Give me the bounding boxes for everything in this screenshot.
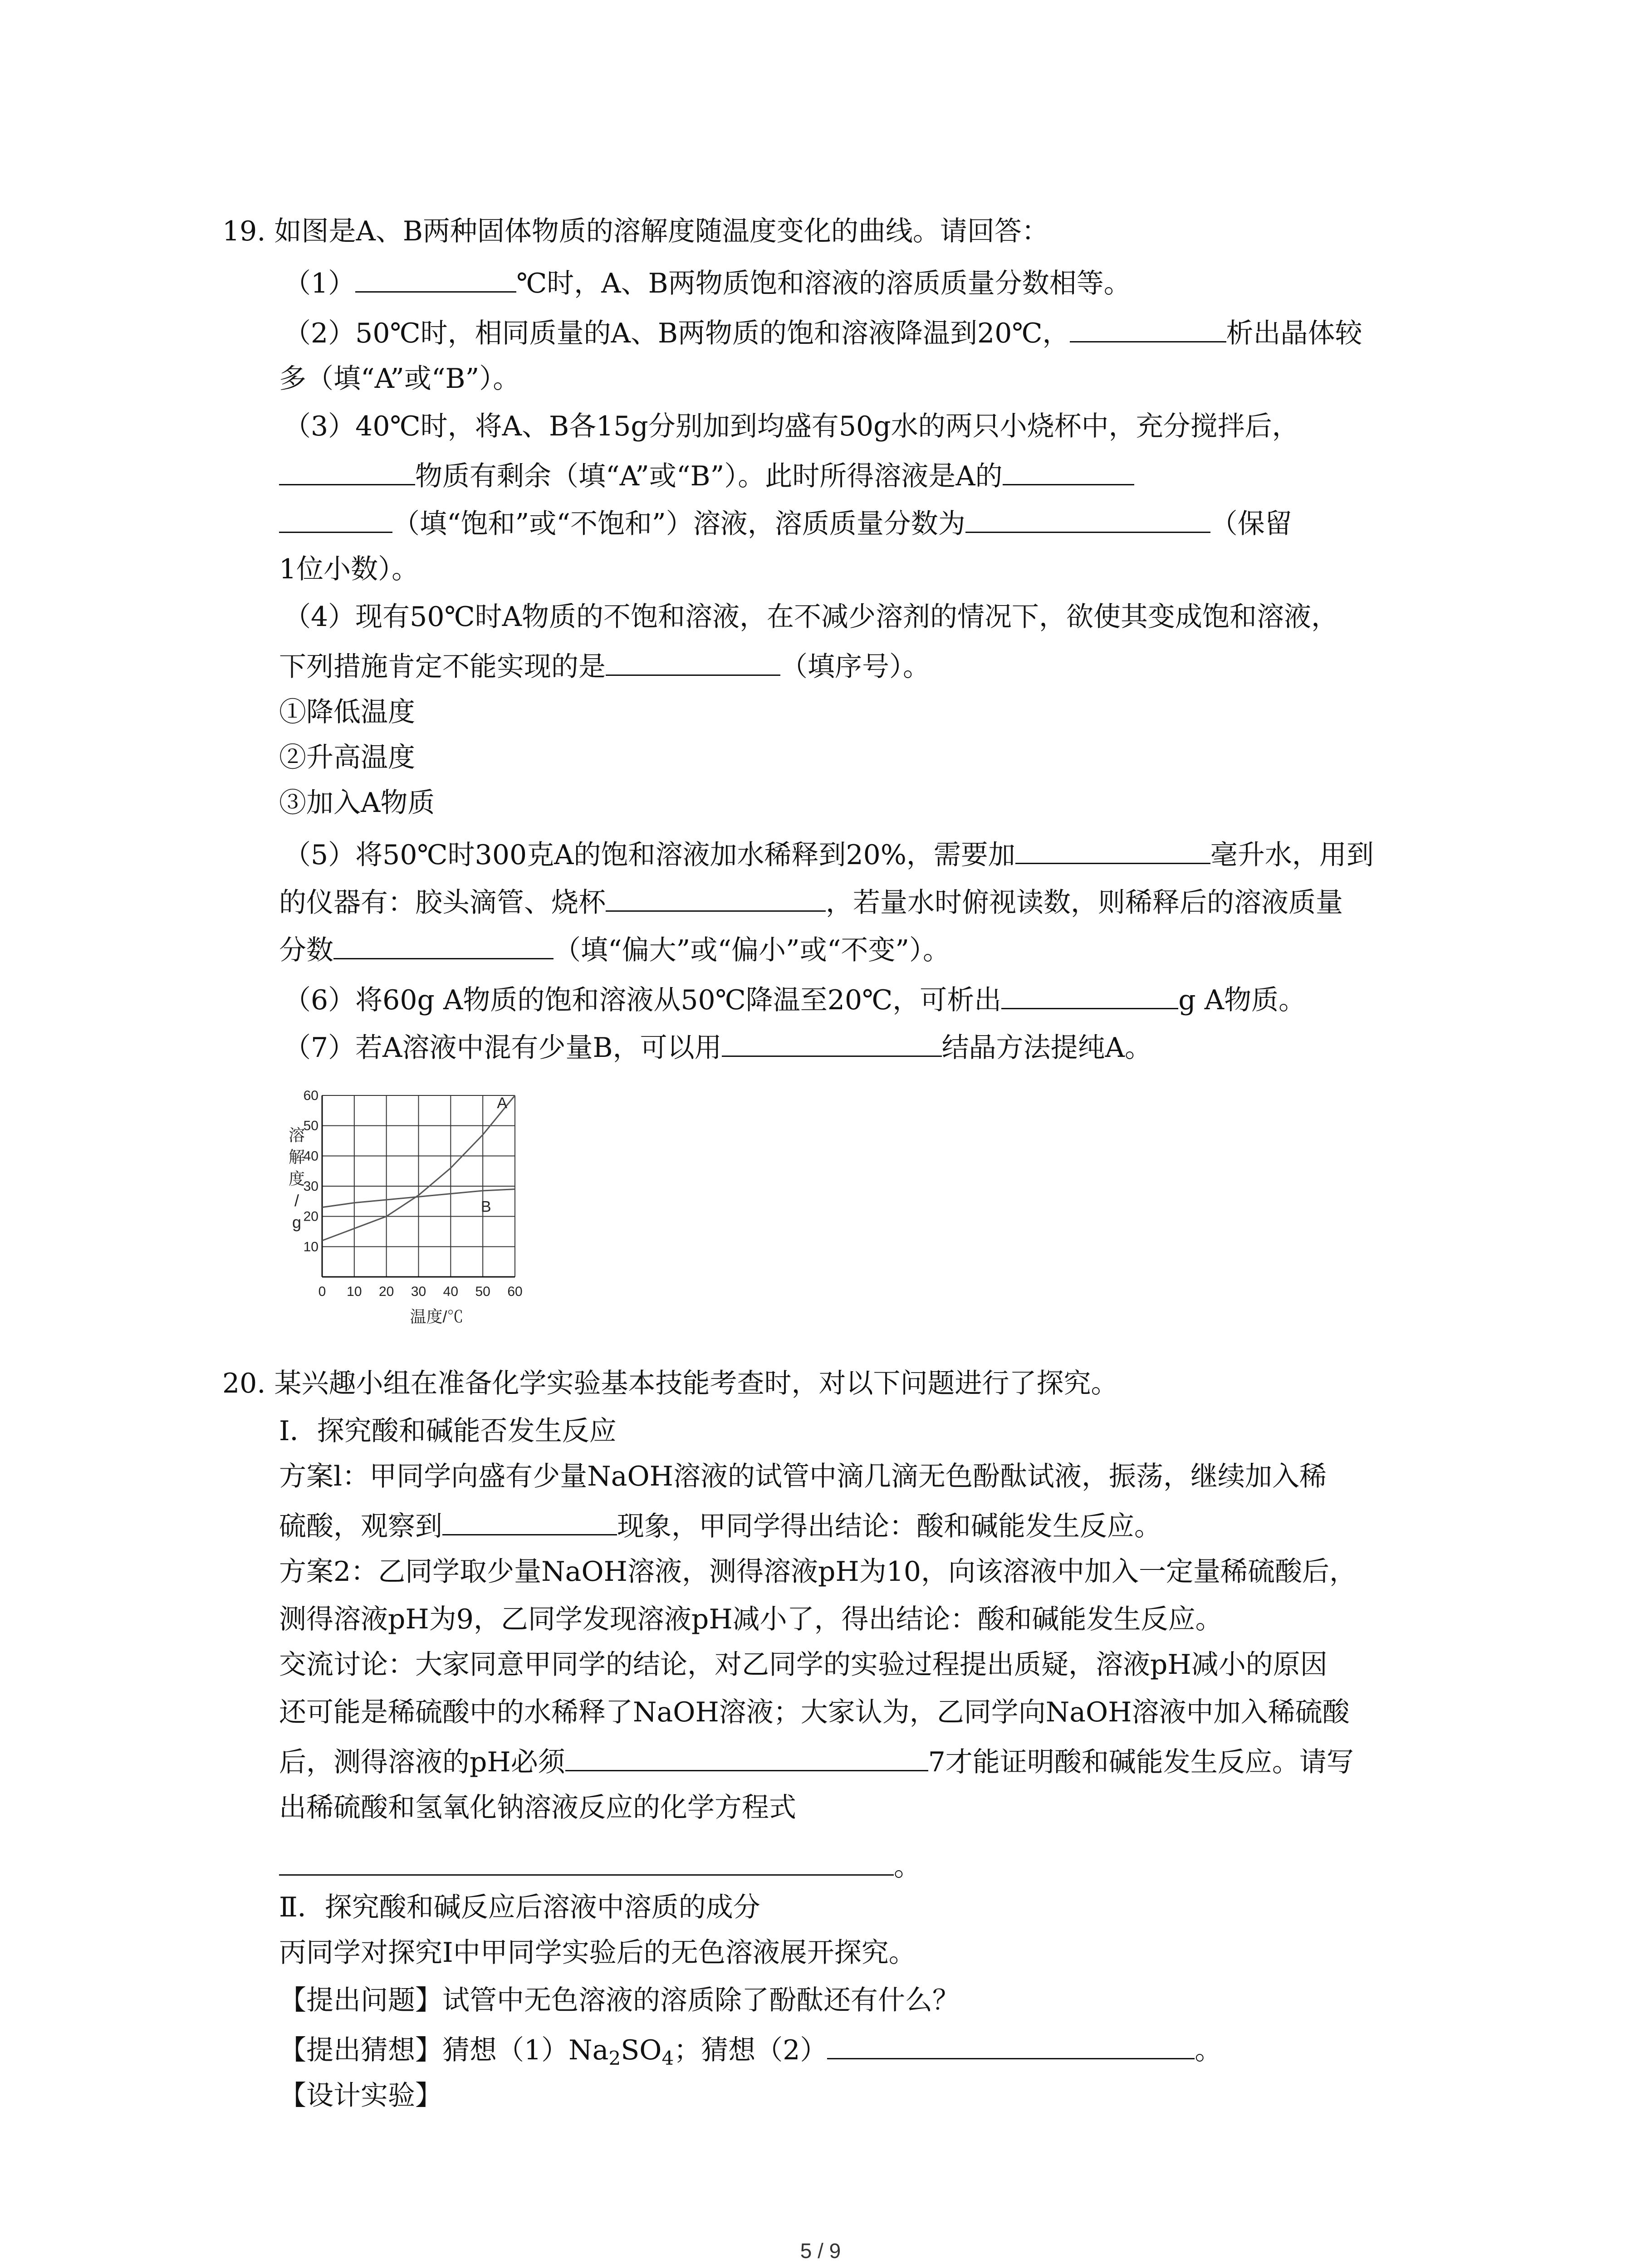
q19-part5 <box>284 835 1374 873</box>
q19-part3-line3 <box>279 503 1292 542</box>
q19-part5-text2: 的仪器有：胶头滴管、烧杯 <box>279 887 606 919</box>
y-axis-label-char: 溶 <box>288 1126 305 1144</box>
q19-part5-tail: 毫升水，用到 <box>1210 839 1374 871</box>
q20-blank-1[interactable] <box>442 1506 617 1535</box>
q19-part4: （4）现有50℃时A物质的不饱和溶液，在不减少溶剂的情况下，欲使其变成饱和溶液， <box>284 601 1338 633</box>
q19-part2-cont: 多（填“A”或“B”）。 <box>279 363 520 395</box>
q19-blank-11[interactable] <box>722 1027 942 1057</box>
y-axis-label-char: / <box>294 1191 299 1210</box>
q20-intro: 丙同学对探究Ⅰ中甲同学实验后的无色溶液展开探究。 <box>279 1937 916 1969</box>
y-tick-label: 20 <box>303 1209 318 1224</box>
x-tick-label: 60 <box>507 1284 523 1299</box>
q20-blank-2[interactable] <box>565 1742 928 1771</box>
q20-equation-line <box>279 1846 921 1885</box>
q20-plan1-tail: 现象，甲同学得出结论：酸和碱能发生反应。 <box>617 1510 1161 1542</box>
q20-sub-2: 2 <box>608 2047 621 2069</box>
q19-option-2: ②升高温度 <box>279 742 415 773</box>
q20-plan1-line2 <box>279 1506 1161 1545</box>
q19-part4-tail: （填序号）。 <box>780 651 930 683</box>
q20-discussion-text: 后，测得溶液的pH必须 <box>279 1746 565 1778</box>
q20-hypothesis-so: SO <box>621 2034 662 2066</box>
q19-part4-line2 <box>279 646 930 685</box>
q19-part2-text: （2）50℃时，相同质量的A、B两物质的饱和溶液降温到20℃， <box>284 318 1070 349</box>
q19-part1 <box>284 263 1131 302</box>
y-axis-label-char: g <box>292 1213 302 1232</box>
q19-part1-label: （1） <box>284 268 356 299</box>
q20-hypothesis-end: 。 <box>1195 2034 1222 2066</box>
q20-plan1-text: 硫酸，观察到 <box>279 1510 442 1542</box>
q19-part6-tail: g A物质。 <box>1178 984 1306 1016</box>
y-axis-label-char: 度 <box>288 1169 305 1188</box>
q19-part1-text: ℃时，A、B两物质饱和溶液的溶质质量分数相等。 <box>516 268 1131 299</box>
y-tick-label: 30 <box>303 1179 318 1194</box>
q19-part5-tail2: （填“偏大”或“偏小”或“不变”）。 <box>554 934 950 966</box>
page-number: 5 / 9 <box>800 2239 841 2263</box>
q20-hypothesis-text2: ；猜想（2） <box>674 2034 828 2066</box>
q19-blank-8[interactable] <box>606 882 826 912</box>
q19-part2-tail: 析出晶体较 <box>1226 318 1362 349</box>
q19-part5-text: （5）将50℃时300克A的饱和溶液加水稀释到20%，需要加 <box>284 839 1015 871</box>
q19-part5-text4: 分数 <box>279 934 333 966</box>
q19-option-3: ③加入A物质 <box>279 787 435 819</box>
q19-blank-9[interactable] <box>333 930 554 959</box>
q19-blank-5[interactable] <box>965 503 1210 533</box>
q19-part7-tail: 结晶方法提纯A。 <box>941 1032 1152 1064</box>
x-axis-label: 温度/℃ <box>410 1307 464 1326</box>
q20-discussion-line4: 出稀硫酸和氢氧化钠溶液反应的化学方程式 <box>279 1792 796 1823</box>
q19-blank-10[interactable] <box>1001 980 1178 1009</box>
q20-question: 【提出问题】试管中无色溶液的溶质除了酚酞还有什么？ <box>279 1984 960 2016</box>
y-tick-label: 60 <box>303 1088 318 1103</box>
q20-discussion-line3 <box>279 1742 1354 1780</box>
x-tick-label: 40 <box>443 1284 459 1299</box>
q20-discussion-line1: 交流讨论：大家同意甲同学的结论，对乙同学的实验过程提出质疑，溶液pH减小的原因 <box>279 1649 1327 1681</box>
q19-part7-text: （7）若A溶液中混有少量B，可以用 <box>284 1032 722 1064</box>
q19-blank-2[interactable] <box>1070 313 1226 342</box>
q19-blank-4b[interactable] <box>279 503 392 533</box>
q20-plan2-line1: 方案2：乙同学取少量NaOH溶液，测得溶液pH为10，向该溶液中加入一定量稀硫酸后， <box>279 1556 1357 1588</box>
q20-section-2: Ⅱ．探究酸和碱反应后溶液中溶质的成分 <box>279 1892 760 1923</box>
q19-part3: （3）40℃时，将A、B各15g分别加到均盛有50g水的两只小烧杯中，充分搅拌后， <box>284 411 1299 442</box>
q19-part7 <box>284 1027 1152 1066</box>
q20-discussion-tail: 7才能证明酸和碱能发生反应。请写 <box>928 1746 1354 1778</box>
q20-hypothesis <box>279 2030 1222 2077</box>
q19-stem: 19. 如图是A、B两种固体物质的溶解度随温度变化的曲线。请回答： <box>222 215 1049 247</box>
q19-part6 <box>284 980 1306 1018</box>
q19-part3-line2 <box>279 456 1134 494</box>
series-label-A: A <box>497 1095 508 1112</box>
q20-equation-end: 。 <box>894 1851 921 1882</box>
q19-part5-text3: ，若量水时俯视读数，则稀释后的溶液质量 <box>826 887 1343 919</box>
q19-part6-text: （6）将60g A物质的饱和溶液从50℃降温至20℃，可析出 <box>284 984 1002 1016</box>
x-tick-label: 30 <box>411 1284 426 1299</box>
q19-part3-tail: （保留 <box>1210 508 1292 540</box>
q20-sub-4: 4 <box>661 2047 674 2069</box>
solubility-chart <box>286 1086 540 1340</box>
q19-part5-line2 <box>279 882 1343 921</box>
series-label-B: B <box>480 1198 491 1216</box>
q19-blank-1[interactable] <box>355 263 516 293</box>
q20-discussion-line2: 还可能是稀硫酸中的水稀释了NaOH溶液；大家认为，乙同学向NaOH溶液中加入稀硫酸 <box>279 1696 1350 1728</box>
x-tick-label: 20 <box>378 1284 394 1299</box>
chart-grid <box>322 1095 515 1277</box>
q20-hypothesis-text: 【提出猜想】猜想（1）Na <box>279 2034 609 2066</box>
q19-blank-3[interactable] <box>279 456 415 485</box>
x-tick-label: 10 <box>347 1284 362 1299</box>
y-tick-label: 10 <box>303 1239 318 1255</box>
q20-blank-equation[interactable] <box>279 1846 894 1876</box>
q19-part3-text2: 物质有剩余（填“A”或“B”）。此时所得溶液是A的 <box>415 460 1003 492</box>
q19-blank-7[interactable] <box>1015 835 1210 864</box>
x-tick-label: 0 <box>318 1284 326 1299</box>
y-axis-label-char: 解 <box>288 1148 305 1166</box>
q19-part5-line3 <box>279 930 950 968</box>
y-tick-label: 50 <box>303 1118 318 1134</box>
q19-blank-6[interactable] <box>606 646 780 676</box>
q19-blank-4[interactable] <box>1003 456 1134 485</box>
q19-option-1: ①降低温度 <box>279 696 415 728</box>
q20-plan2-line2: 测得溶液pH为9，乙同学发现溶液pH减小了，得出结论：酸和碱能发生反应。 <box>279 1603 1223 1635</box>
q20-stem: 20. 某兴趣小组在准备化学实验基本技能考查时，对以下问题进行了探究。 <box>222 1368 1118 1399</box>
q19-part3-text3: （填“饱和”或“不饱和”）溶液，溶质质量分数为 <box>392 508 965 540</box>
q20-design: 【设计实验】 <box>279 2080 442 2112</box>
x-tick-label: 50 <box>475 1284 490 1299</box>
q19-part2 <box>284 313 1362 352</box>
q20-section-1: Ⅰ．探究酸和碱能否发生反应 <box>279 1415 617 1447</box>
q20-plan1-line1: 方案l：甲同学向盛有少量NaOH溶液的试管中滴几滴无色酚酞试液，振荡，继续加入稀 <box>279 1461 1327 1492</box>
y-tick-label: 40 <box>303 1149 318 1164</box>
q20-blank-3[interactable] <box>827 2030 1195 2059</box>
q19-part3-line4: 1位小数）。 <box>279 553 419 585</box>
q19-part4-text: 下列措施肯定不能实现的是 <box>279 651 606 683</box>
